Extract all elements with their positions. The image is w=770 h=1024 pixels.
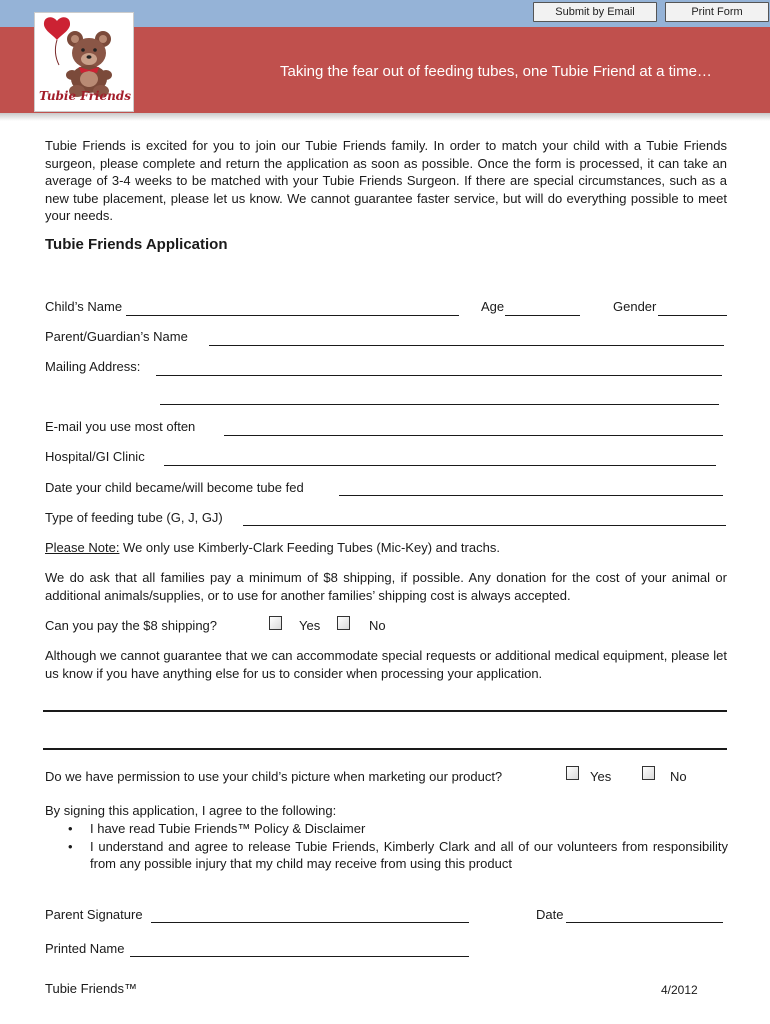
parent-signature-field[interactable] xyxy=(151,922,469,923)
mailing-address-label: Mailing Address: xyxy=(45,359,141,374)
special-requests-paragraph: Although we cannot guarantee that we can accommodate special requests or additional medical equipment, please let us know if you have anything else for us to consider when processing your application. xyxy=(45,648,727,681)
tube-type-field[interactable] xyxy=(243,525,726,526)
shipping-yes-label: Yes xyxy=(299,618,321,633)
date-label: Date xyxy=(536,907,564,922)
child-name-label: Child’s Name xyxy=(45,299,123,314)
submit-by-email-button[interactable]: Submit by Email xyxy=(533,2,657,22)
agreement-intro: By signing this application, I agree to the following: xyxy=(45,803,337,818)
footer-left: Tubie Friends™ xyxy=(45,981,137,996)
gender-label: Gender xyxy=(613,299,657,314)
date-field[interactable] xyxy=(566,922,723,923)
mailing-address-field-line2[interactable] xyxy=(160,404,719,405)
parent-name-field[interactable] xyxy=(209,345,724,346)
special-requests-field[interactable] xyxy=(43,710,727,712)
gender-field[interactable] xyxy=(658,315,727,316)
age-label: Age xyxy=(481,299,505,314)
footer-date: 4/2012 xyxy=(661,983,698,997)
picture-no-label: No xyxy=(670,769,687,784)
picture-no-checkbox[interactable] xyxy=(642,766,655,780)
agreement-item: • I understand and agree to release Tubie Friends, Kimberly Clark and all of our volunteers from responsibility from any possible injury that my child may receive from using this product xyxy=(68,838,728,873)
please-note xyxy=(45,540,500,555)
parent-signature-label: Parent Signature xyxy=(45,907,143,922)
hospital-label: Hospital/GI Clinic xyxy=(45,449,145,464)
logo-text: Tubie Friends xyxy=(38,89,131,103)
shipping-no-checkbox[interactable] xyxy=(337,616,350,630)
tagline: Taking the fear out of feeding tubes, one Tubie Friend at a time… xyxy=(280,63,712,80)
banner-shadow xyxy=(0,113,770,121)
shipping-paragraph: We do ask that all families pay a minimum of $8 shipping, if possible. Any donation for the cost of your animal or additional animals/supplies, or to use for another families’ shipping cost is always accepted. xyxy=(45,570,727,603)
child-name-field[interactable] xyxy=(126,315,459,316)
please-note-label: Please Note: xyxy=(45,540,120,555)
tube-date-field[interactable] xyxy=(339,495,723,496)
agreement-item: • I have read Tubie Friends™ Policy & Disclaimer xyxy=(68,820,728,838)
tube-date-label: Date your child became/will become tube fed xyxy=(45,480,304,495)
tube-type-label: Type of feeding tube (G, J, GJ) xyxy=(45,510,223,525)
age-field[interactable] xyxy=(505,315,580,316)
picture-yes-label: Yes xyxy=(590,769,612,784)
shipping-no-label: No xyxy=(369,618,386,633)
parent-name-label: Parent/Guardian’s Name xyxy=(45,329,188,344)
special-requests-field-line2[interactable] xyxy=(43,748,727,750)
print-form-button[interactable]: Print Form xyxy=(665,2,769,22)
intro-paragraph: Tubie Friends is excited for you to join our Tubie Friends family. In order to match your child with a Tubie Friends surgeon, please complete and return the application as soon as possible. Once the form is processed, it can take an average of 3-4 weeks to be matched with your Tubie Friends Surgeon. If there are special circumstances, such as a new tube placement, please let us know. We cannot guarantee faster service, but will do everything possible to meet your needs. xyxy=(45,138,727,223)
tubie-friends-logo xyxy=(34,12,134,112)
printed-name-field[interactable] xyxy=(130,956,469,957)
agreement-list xyxy=(68,820,728,873)
picture-yes-checkbox[interactable] xyxy=(566,766,579,780)
picture-permission-question: Do we have permission to use your child’s picture when marketing our product? xyxy=(45,769,503,784)
mailing-address-field[interactable] xyxy=(156,375,722,376)
printed-name-label: Printed Name xyxy=(45,941,125,956)
hospital-field[interactable] xyxy=(164,465,716,466)
shipping-question: Can you pay the $8 shipping? xyxy=(45,618,218,633)
email-field[interactable] xyxy=(224,435,723,436)
please-note-text: We only use Kimberly-Clark Feeding Tubes (Mic-Key) and trachs. xyxy=(119,540,500,555)
form-title: Tubie Friends Application xyxy=(45,236,228,253)
shipping-yes-checkbox[interactable] xyxy=(269,616,282,630)
email-label: E-mail you use most often xyxy=(45,419,196,434)
